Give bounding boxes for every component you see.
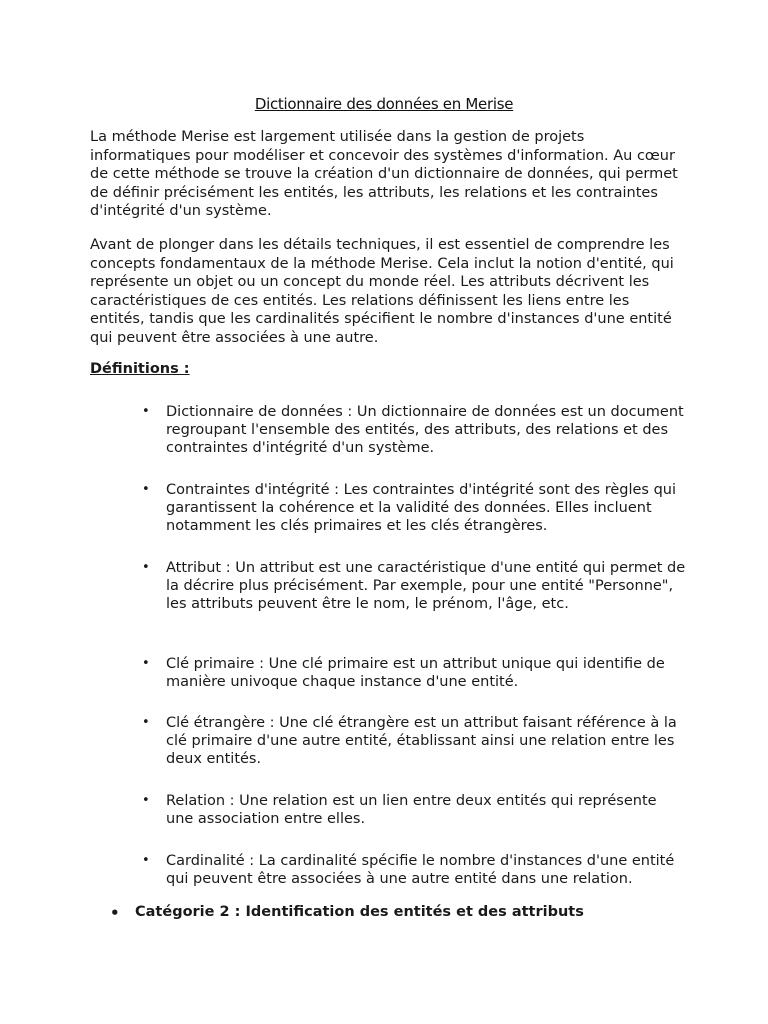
definition-item-relation [142,792,686,828]
bullet-icon: • [142,793,150,808]
bullet-icon: • [142,560,150,575]
concepts-paragraph: Avant de plonger dans les détails techniques, il est essentiel de comprendre les concepts fondamentaux de la méthode Merise. Cela inclut la notion d'entité, qui représente un objet ou un concept du monde réel. Les attributs décrivent les caractéristiques de ces entités. Les relations définissent les liens entre les entités, tandis que les cardinalités spécifient le nombre d'instances d'une entité qui peuvent être associées à une autre. [90,237,674,346]
category-heading [110,904,735,922]
definition-item-cle-etrangere [142,714,686,768]
definition-item-dictionnaire [142,403,686,457]
bullet-icon: • [110,904,120,922]
definition-text: Clé primaire : Une clé primaire est un attribut unique qui identifie de manière univoque chaque instance d'une entité. [166,656,665,690]
definitions-heading: Définitions : [90,361,190,377]
bullet-icon: • [142,482,150,497]
definition-text: Contraintes d'intégrité : Les contraintes d'intégrité sont des règles qui garantissent la cohérence et la validité des données. Elles incluent notamment les clés primaires et les clés étrangères. [166,482,677,534]
definition-item-cardinalite [142,852,686,888]
intro-paragraph: La méthode Merise est largement utilisée dans la gestion de projets informatiques pour modéliser et concevoir des systèmes d'information. Au cœur de cette méthode se trouve la création d'un dictionnaire de données, qui permet de définir précisément les entités, les attributs, les relations et les contraintes d'intégrité d'un système. [90,129,678,220]
definition-item-attribut [142,559,686,613]
definition-text: Dictionnaire de données : Un dictionnaire de données est un document regroupant l'ensemble des entités, des attributs, des relations et des contraintes d'intégrité d'un système. [166,404,684,456]
definition-text: Clé étrangère : Une clé étrangère est un attribut faisant référence à la clé primaire d'une autre entité, établissant ainsi une relation entre les deux entités. [166,715,677,767]
definition-text: Cardinalité : La cardinalité spécifie le nombre d'instances d'une entité qui peuvent être associées à une autre entité dans une relation. [166,853,675,887]
definition-text: Attribut : Un attribut est une caractéristique d'une entité qui permet de la décrire plus précisément. Par exemple, pour une entité "Personne", les attributs peuvent être le nom, le prénom, l'âge, etc. [166,560,686,612]
definition-item-cle-primaire [142,655,686,691]
document-title: Dictionnaire des données en Merise [254,95,514,113]
definition-text: Relation : Une relation est un lien entre deux entités qui représente une association entre elles. [166,793,657,827]
bullet-icon: • [142,656,150,671]
bullet-icon: • [142,715,150,730]
bullet-icon: • [142,404,150,419]
definition-item-contraintes [142,481,686,535]
category-heading-text: Catégorie 2 : Identification des entités et des attributs [135,904,584,920]
bullet-icon: • [142,853,150,868]
